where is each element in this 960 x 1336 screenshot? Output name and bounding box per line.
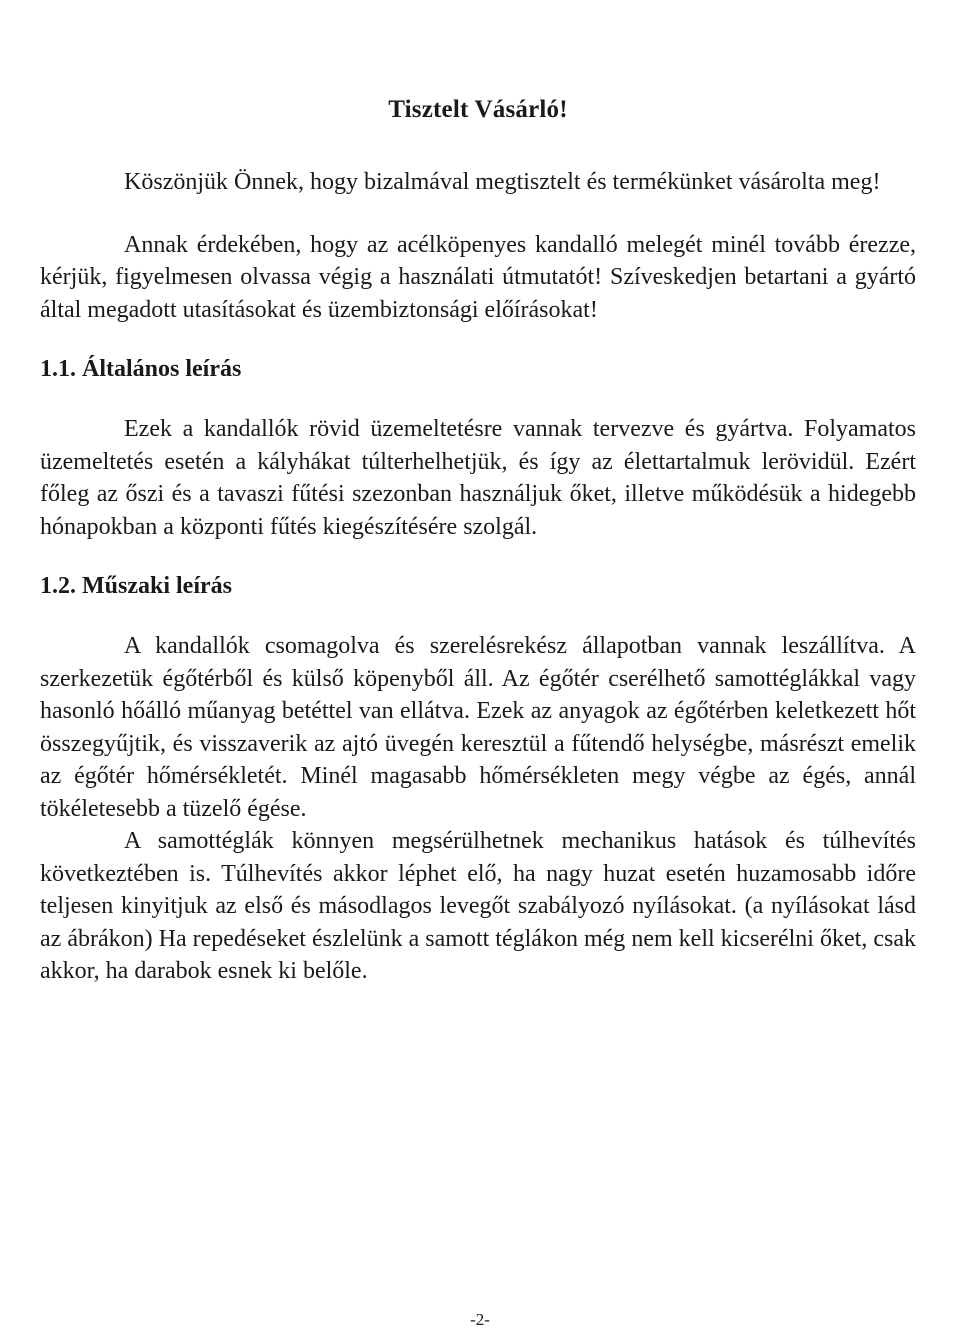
section-paragraph: A kandallók csomagolva és szerelésrekész állapotban vannak leszállítva. A szerkezetük égőtérből és külső köpenyből áll. Az égőtér cserélhető samottéglákkal vagy hasonló hőálló műanyag betéttel van ellátva. Ezek az anyagok az égőtérben keletkezett hőt összegyűjtik, és visszaverik az ajtó üvegén keresztül a fűtendő helységbe, másrészt emelik az égőtér hőmérsékletét. Minél magasabb hőmérsékleten megy végbe az égés, annál tökéletesebb a tüzelő égése. <box>40 633 916 822</box>
intro-paragraph: Köszönjük Önnek, hogy bizalmával megtisztelt és termékünket vásárolta meg! <box>124 169 881 195</box>
section-paragraph: A samottéglák könnyen megsérülhetnek mechanikus hatások és túlhevítés következtében is. Túlhevítés akkor léphet elő, ha nagy huzat esetén huzamosabb időre teljesen kinyitjuk az első és másodlagos levegőt szabályozó nyílásokat. (a nyílásokat lásd az ábrákon) Ha repedéseket észlelünk a samott téglákon még nem kell kicserélni őket, csak akkor, ha darabok esnek ki belőle. <box>40 828 916 984</box>
section-heading: 1.2. Műszaki leírás <box>40 573 232 599</box>
document-title: Tisztelt Vásárló! <box>388 96 568 123</box>
section-heading: 1.1. Általános leírás <box>40 356 242 382</box>
section-paragraph: Ezek a kandallók rövid üzemeltetésre vannak tervezve és gyártva. Folyamatos üzemeltetés esetén a kályhákat túlterhelhetjük, és így az élettartalmuk lerövidül. Ezért főleg az őszi és a tavaszi fűtési szezonban használjuk őket, illetve működésük a hidegebb hónapokban a központi fűtés kiegészítésére szolgál. <box>40 416 916 540</box>
document-page <box>40 96 916 988</box>
page-number: -2- <box>470 1310 490 1329</box>
intro-paragraph: Annak érdekében, hogy az acélköpenyes kandalló melegét minél tovább érezze, kérjük, figyelmesen olvassa végig a használati útmutatót! Szíveskedjen betartani a gyártó által megadott utasításokat és üzembiztonsági előírásokat! <box>40 231 916 323</box>
